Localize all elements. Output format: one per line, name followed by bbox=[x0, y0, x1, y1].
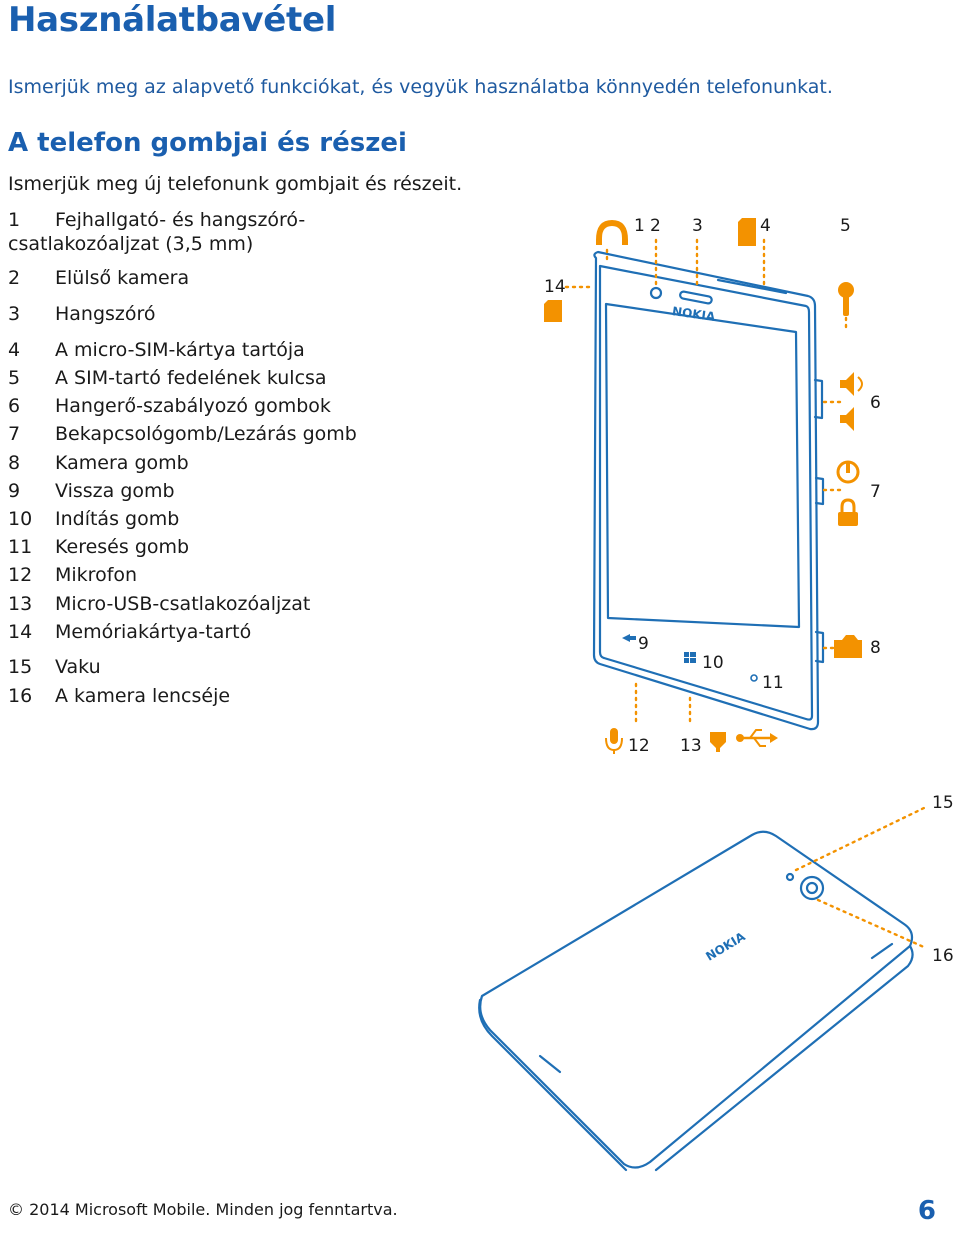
part-number: 5 bbox=[8, 367, 21, 389]
part-number: 6 bbox=[8, 395, 21, 417]
part-label: Keresés gomb bbox=[55, 536, 190, 558]
volume-button bbox=[815, 380, 822, 418]
part-label: Mikrofon bbox=[55, 564, 138, 586]
callout-9: 9 bbox=[638, 634, 649, 654]
part-number: 13 bbox=[8, 593, 33, 615]
callout-6: 6 bbox=[870, 393, 881, 413]
list-item bbox=[8, 208, 328, 256]
part-label: A SIM-tartó fedelének kulcsa bbox=[55, 367, 327, 389]
part-label: A kamera lencséje bbox=[55, 685, 231, 707]
back-arrow-icon bbox=[622, 634, 636, 642]
part-label: Vissza gomb bbox=[55, 480, 175, 502]
part-label: Fejhallgató- és hangszóró-csatlakozóaljzat (3,5 mm) bbox=[8, 209, 306, 255]
volume-up-icon bbox=[840, 372, 854, 396]
power-button bbox=[816, 478, 823, 504]
lock-icon bbox=[838, 512, 858, 526]
top-edge-slot bbox=[718, 280, 786, 293]
callout-11: 11 bbox=[762, 673, 784, 693]
callout-10: 10 bbox=[702, 653, 724, 673]
front-screen bbox=[606, 304, 799, 627]
back-brand-logo: NOKIA bbox=[703, 929, 748, 964]
search-icon bbox=[751, 675, 757, 681]
back-flash bbox=[787, 874, 793, 880]
part-label: A micro-SIM-kártya tartója bbox=[55, 339, 305, 361]
section-title: A telefon gombjai és részei bbox=[8, 128, 407, 158]
front-brand-logo: NOKIA bbox=[671, 304, 717, 325]
camera-side-button bbox=[816, 632, 823, 662]
intro-text: Ismerjük meg az alapvető funkciókat, és vegyük használatba könnyedén telefonunkat. bbox=[8, 76, 833, 98]
part-number: 7 bbox=[8, 423, 21, 445]
part-number: 3 bbox=[8, 303, 21, 325]
part-number: 11 bbox=[8, 536, 33, 558]
section-description: Ismerjük meg új telefonunk gombjait és részeit. bbox=[8, 173, 463, 195]
part-label: Hangszóró bbox=[55, 303, 156, 325]
leader-16 bbox=[818, 900, 926, 948]
back-camera-lens-outer bbox=[801, 877, 823, 899]
back-phone-body bbox=[480, 832, 912, 1168]
part-number: 12 bbox=[8, 564, 33, 586]
part-number: 14 bbox=[8, 621, 33, 643]
callout-12: 12 bbox=[628, 736, 650, 756]
callout-16: 16 bbox=[932, 946, 954, 966]
callout-13: 13 bbox=[680, 736, 702, 756]
headphone-icon bbox=[596, 220, 628, 245]
camera-icon bbox=[834, 635, 862, 658]
callout-2: 2 bbox=[650, 216, 661, 236]
memory-card-icon bbox=[544, 300, 562, 322]
callout-1: 1 bbox=[634, 216, 645, 236]
power-icon bbox=[838, 462, 858, 482]
part-number: 4 bbox=[8, 339, 21, 361]
copyright-footer: © 2014 Microsoft Mobile. Minden jog fenntartva. bbox=[8, 1200, 398, 1219]
windows-start-icon bbox=[684, 652, 696, 663]
part-number: 10 bbox=[8, 508, 33, 530]
part-number: 9 bbox=[8, 480, 21, 502]
callout-7: 7 bbox=[870, 482, 881, 502]
sim-key-icon bbox=[838, 282, 854, 298]
microphone-icon bbox=[610, 728, 618, 744]
front-phone-inner-edge bbox=[600, 266, 812, 720]
callout-3: 3 bbox=[692, 216, 703, 236]
part-number: 15 bbox=[8, 656, 33, 678]
leader-15 bbox=[796, 808, 924, 870]
charging-icon bbox=[710, 732, 726, 752]
front-camera bbox=[651, 288, 661, 298]
callout-8: 8 bbox=[870, 638, 881, 658]
page-number: 6 bbox=[917, 1196, 936, 1226]
part-label: Hangerő-szabályozó gombok bbox=[55, 395, 331, 417]
page-title: Használatbavétel bbox=[8, 0, 337, 40]
volume-down-icon bbox=[840, 407, 854, 431]
callout-4: 4 bbox=[760, 216, 771, 236]
part-label: Indítás gomb bbox=[55, 508, 180, 530]
part-label: Elülső kamera bbox=[55, 267, 190, 289]
callout-14: 14 bbox=[544, 277, 566, 297]
part-number: 8 bbox=[8, 452, 21, 474]
callout-15: 15 bbox=[932, 793, 954, 813]
back-side-button bbox=[872, 944, 892, 958]
part-label: Memóriakártya-tartó bbox=[55, 621, 252, 643]
callout-5: 5 bbox=[840, 216, 851, 236]
part-number: 16 bbox=[8, 685, 33, 707]
part-label: Bekapcsológomb/Lezárás gomb bbox=[55, 423, 357, 445]
sim-card-icon bbox=[738, 218, 756, 246]
part-label: Micro-USB-csatlakozóaljzat bbox=[55, 593, 311, 615]
back-phone-edge bbox=[479, 1000, 626, 1170]
part-label: Kamera gomb bbox=[55, 452, 189, 474]
back-camera-lens-inner bbox=[807, 883, 817, 893]
back-side-edge bbox=[656, 946, 913, 1170]
part-label: Vaku bbox=[55, 656, 101, 678]
part-number: 1 bbox=[8, 209, 21, 231]
part-number: 2 bbox=[8, 267, 21, 289]
earpiece bbox=[680, 291, 713, 304]
back-usb-slot bbox=[540, 1056, 560, 1072]
